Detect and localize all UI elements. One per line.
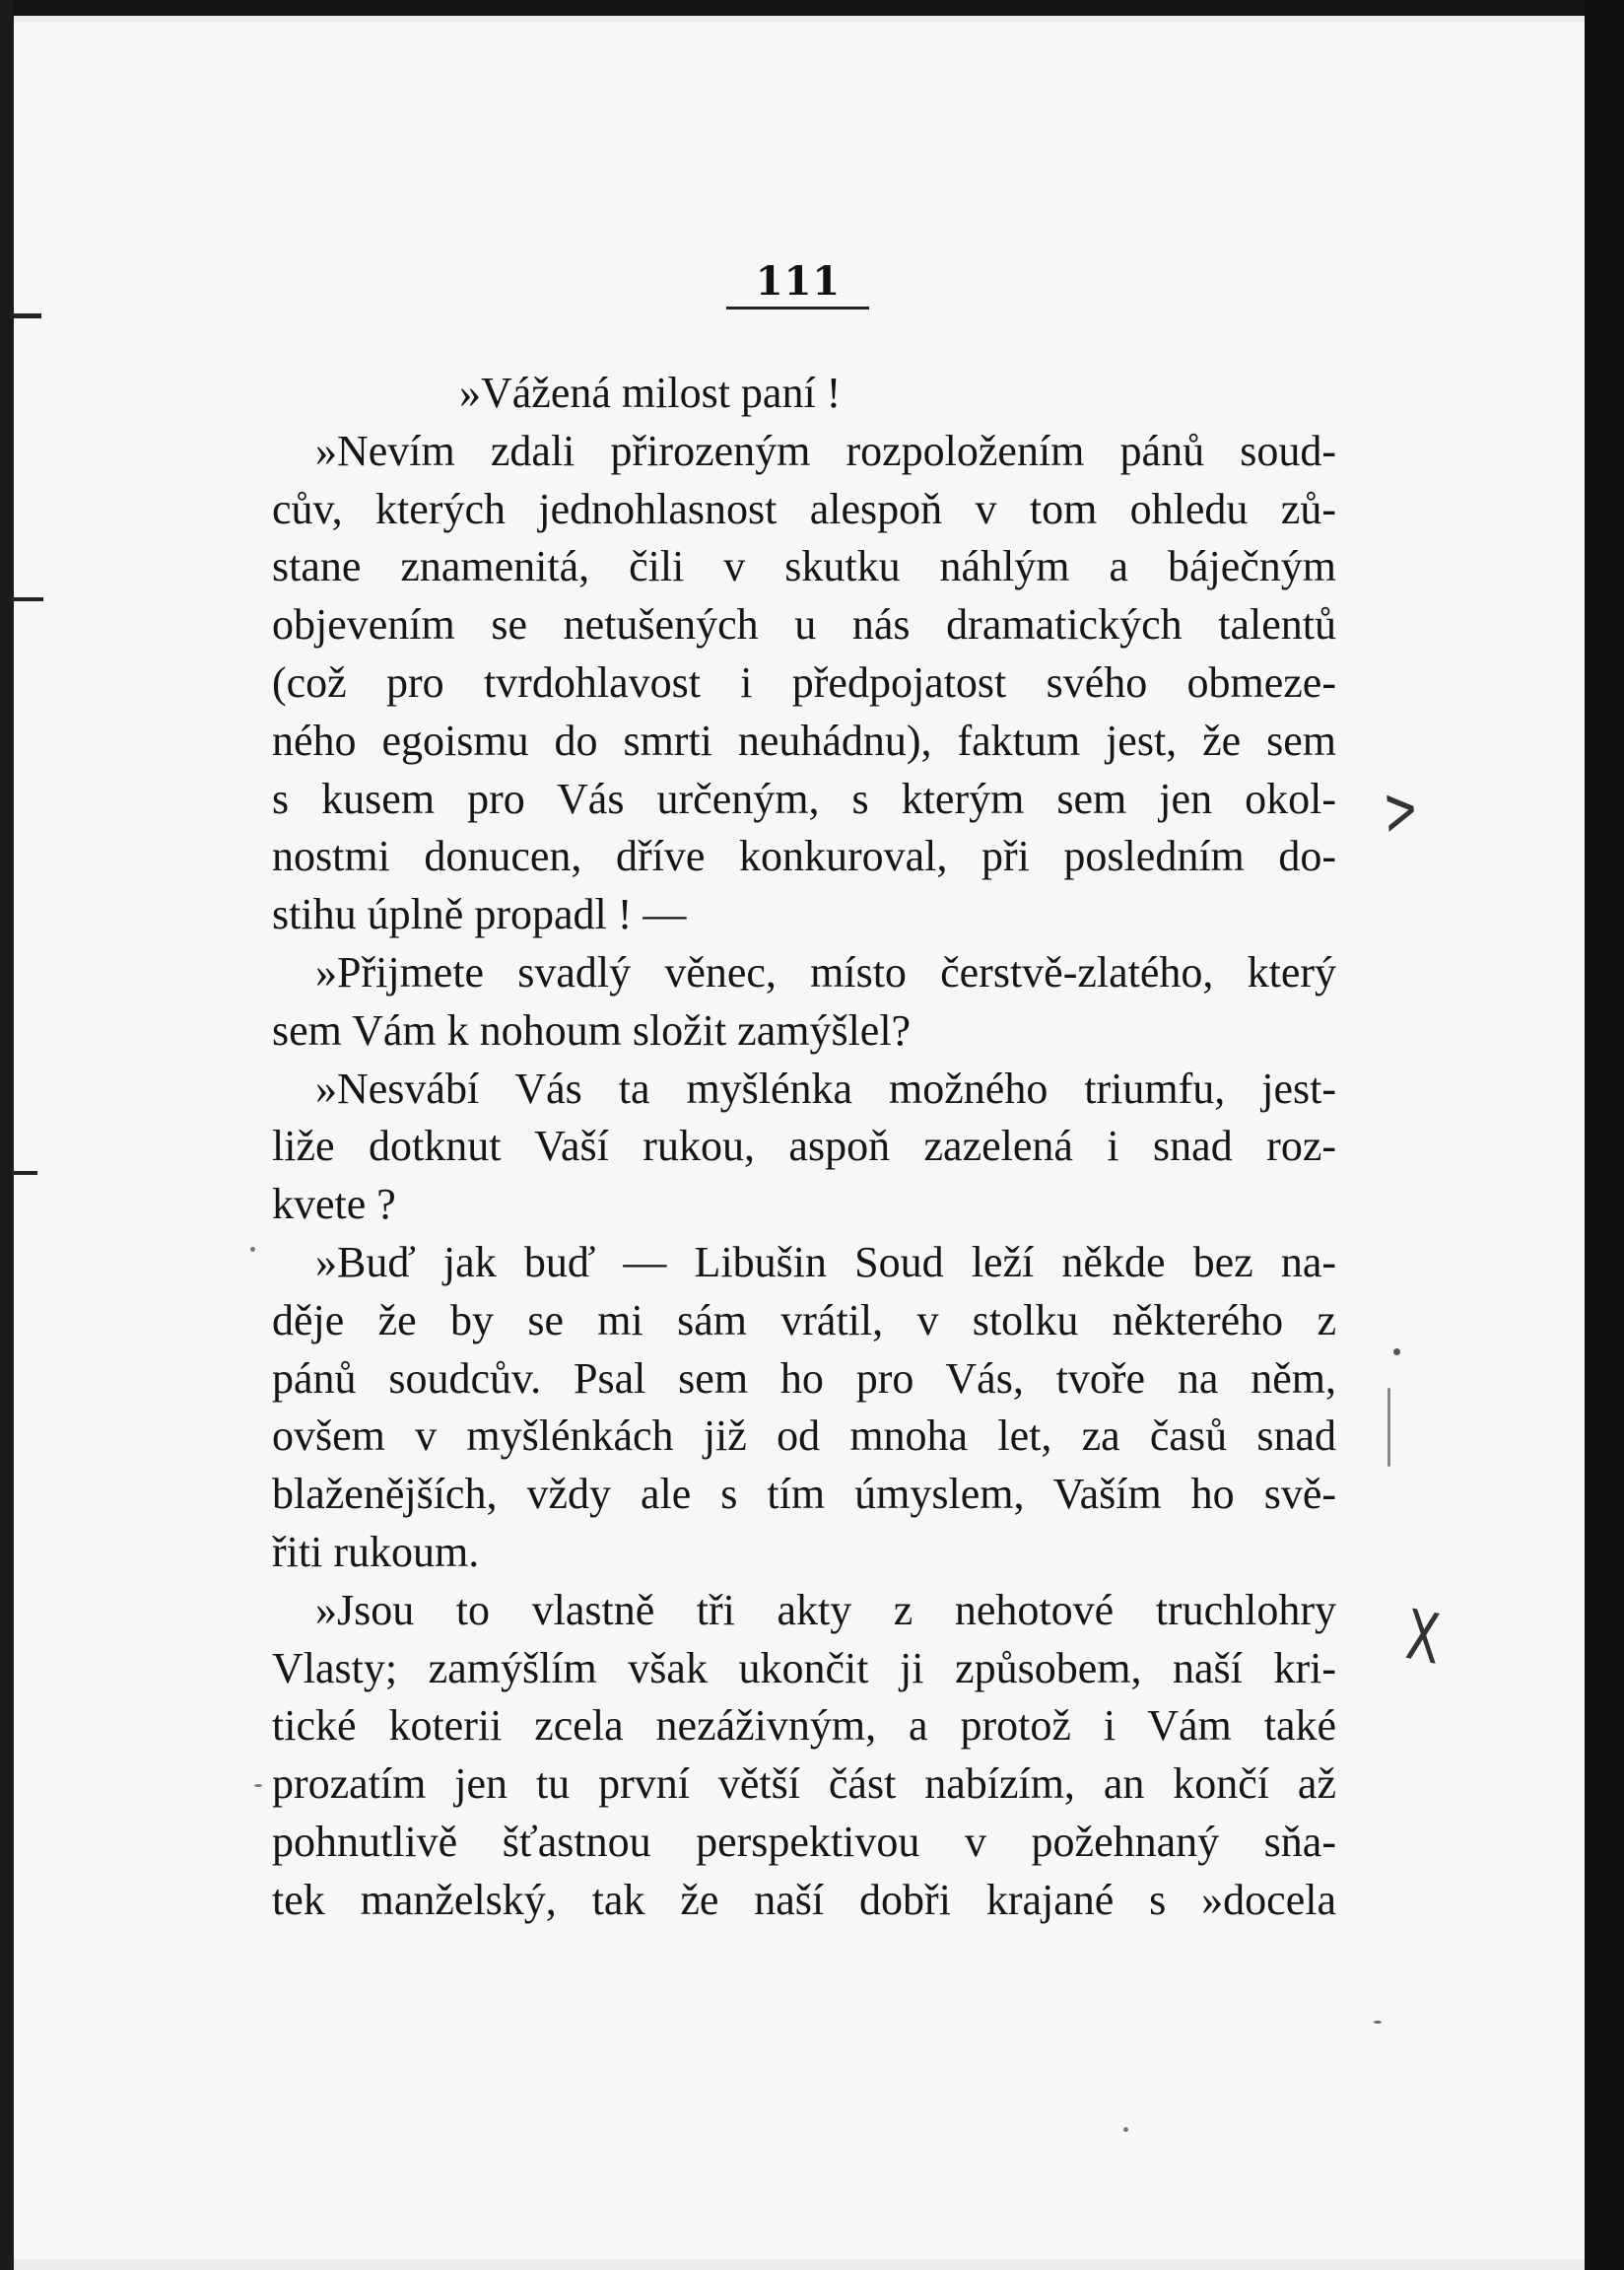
- text-line: děje že by se mi sám vrátil, v stolku některého z: [272, 1295, 1336, 1344]
- text-line: ného egoismu do smrti neuhádnu), faktum jest, že sem: [272, 716, 1336, 765]
- text-line: »Buď jak buď — Libušin Soud leží někde bez na-: [315, 1237, 1336, 1286]
- text-line: stane znamenitá, čili v skutku náhlým a báječným: [272, 542, 1336, 591]
- text-line: stihu úplně propadl ! —: [272, 890, 687, 939]
- text-line: liže dotknut Vaší rukou, aspoň zazelená i snad roz-: [272, 1122, 1336, 1171]
- page-number-rule: [726, 307, 869, 310]
- text-line: pánů soudcův. Psal sem ho pro Vás, tvoře na něm,: [272, 1353, 1336, 1403]
- text-line: řiti rukoum.: [272, 1527, 480, 1576]
- pencil-cross-mark: X: [1402, 1594, 1444, 1681]
- text-line: ovšem v myšlénkách již od mnoha let, za časů snad: [272, 1411, 1336, 1461]
- text-line: kvete ?: [272, 1180, 396, 1229]
- text-line: »Přijmete svadlý věnec, místo čerstvě-zlatého, který: [315, 947, 1336, 997]
- margin-dot: [1123, 2127, 1128, 2132]
- scan-edge-right: [1585, 0, 1624, 2270]
- text-line: sem Vám k nohoum složit zamýšlel?: [272, 1005, 912, 1055]
- text-line: blaženějších, vždy ale s tím úmyslem, Vaším ho svě-: [272, 1470, 1336, 1519]
- text-line: »Nesvábí Vás ta myšlénka možného triumfu, jest-: [315, 1064, 1336, 1113]
- margin-dot: [254, 1784, 262, 1787]
- text-line: (což pro tvrdohlavost i předpojatost svého obmeze-: [272, 657, 1336, 707]
- text-line: »Nevím zdali přirozeným rozpoložením pánů soud-: [315, 426, 1336, 475]
- margin-dot: [1393, 1348, 1400, 1355]
- text-line: pohnutlivě šťastnou perspektivou v požehnaný sňa-: [272, 1817, 1336, 1866]
- letter-text: [272, 365, 1336, 1930]
- text-line: cův, kterých jednohlasnost alespoň v tom ohledu zů-: [272, 484, 1336, 533]
- text-line: »Jsou to vlastně tři akty z nehotové truchlohry: [315, 1585, 1336, 1634]
- text-line: s kusem pro Vás určeným, s kterým sem jen okol-: [272, 774, 1336, 823]
- margin-dot: [1374, 2021, 1382, 2024]
- text-line: tické koterii zcela nezáživným, a protož i Vám také: [272, 1701, 1336, 1751]
- left-edge-tick: [10, 597, 43, 601]
- text-line: prozatím jen tu první větší část nabízím, an končí až: [272, 1759, 1336, 1809]
- left-edge-tick: [10, 1171, 37, 1175]
- page-number: 111: [755, 258, 842, 305]
- margin-dot: [1387, 1388, 1390, 1467]
- salutation-line: »Vážená milost paní !: [459, 369, 842, 417]
- text-line: Vlasty; zamýšlím však ukončit ji způsobem, naší kri-: [272, 1643, 1336, 1692]
- left-edge-tick: [10, 313, 41, 318]
- scan-edge-top: [0, 0, 1624, 16]
- text-line: tek manželský, tak že naší dobři krajané s »docela: [272, 1875, 1336, 1924]
- text-line: nostmi donucen, dříve konkuroval, při posledním do-: [272, 832, 1336, 881]
- scan-edge-left: [0, 0, 14, 2270]
- pencil-angle-mark: >: [1381, 766, 1421, 853]
- text-line: objevením se netušených u nás dramatických talentů: [272, 600, 1336, 650]
- margin-dot: [250, 1247, 255, 1252]
